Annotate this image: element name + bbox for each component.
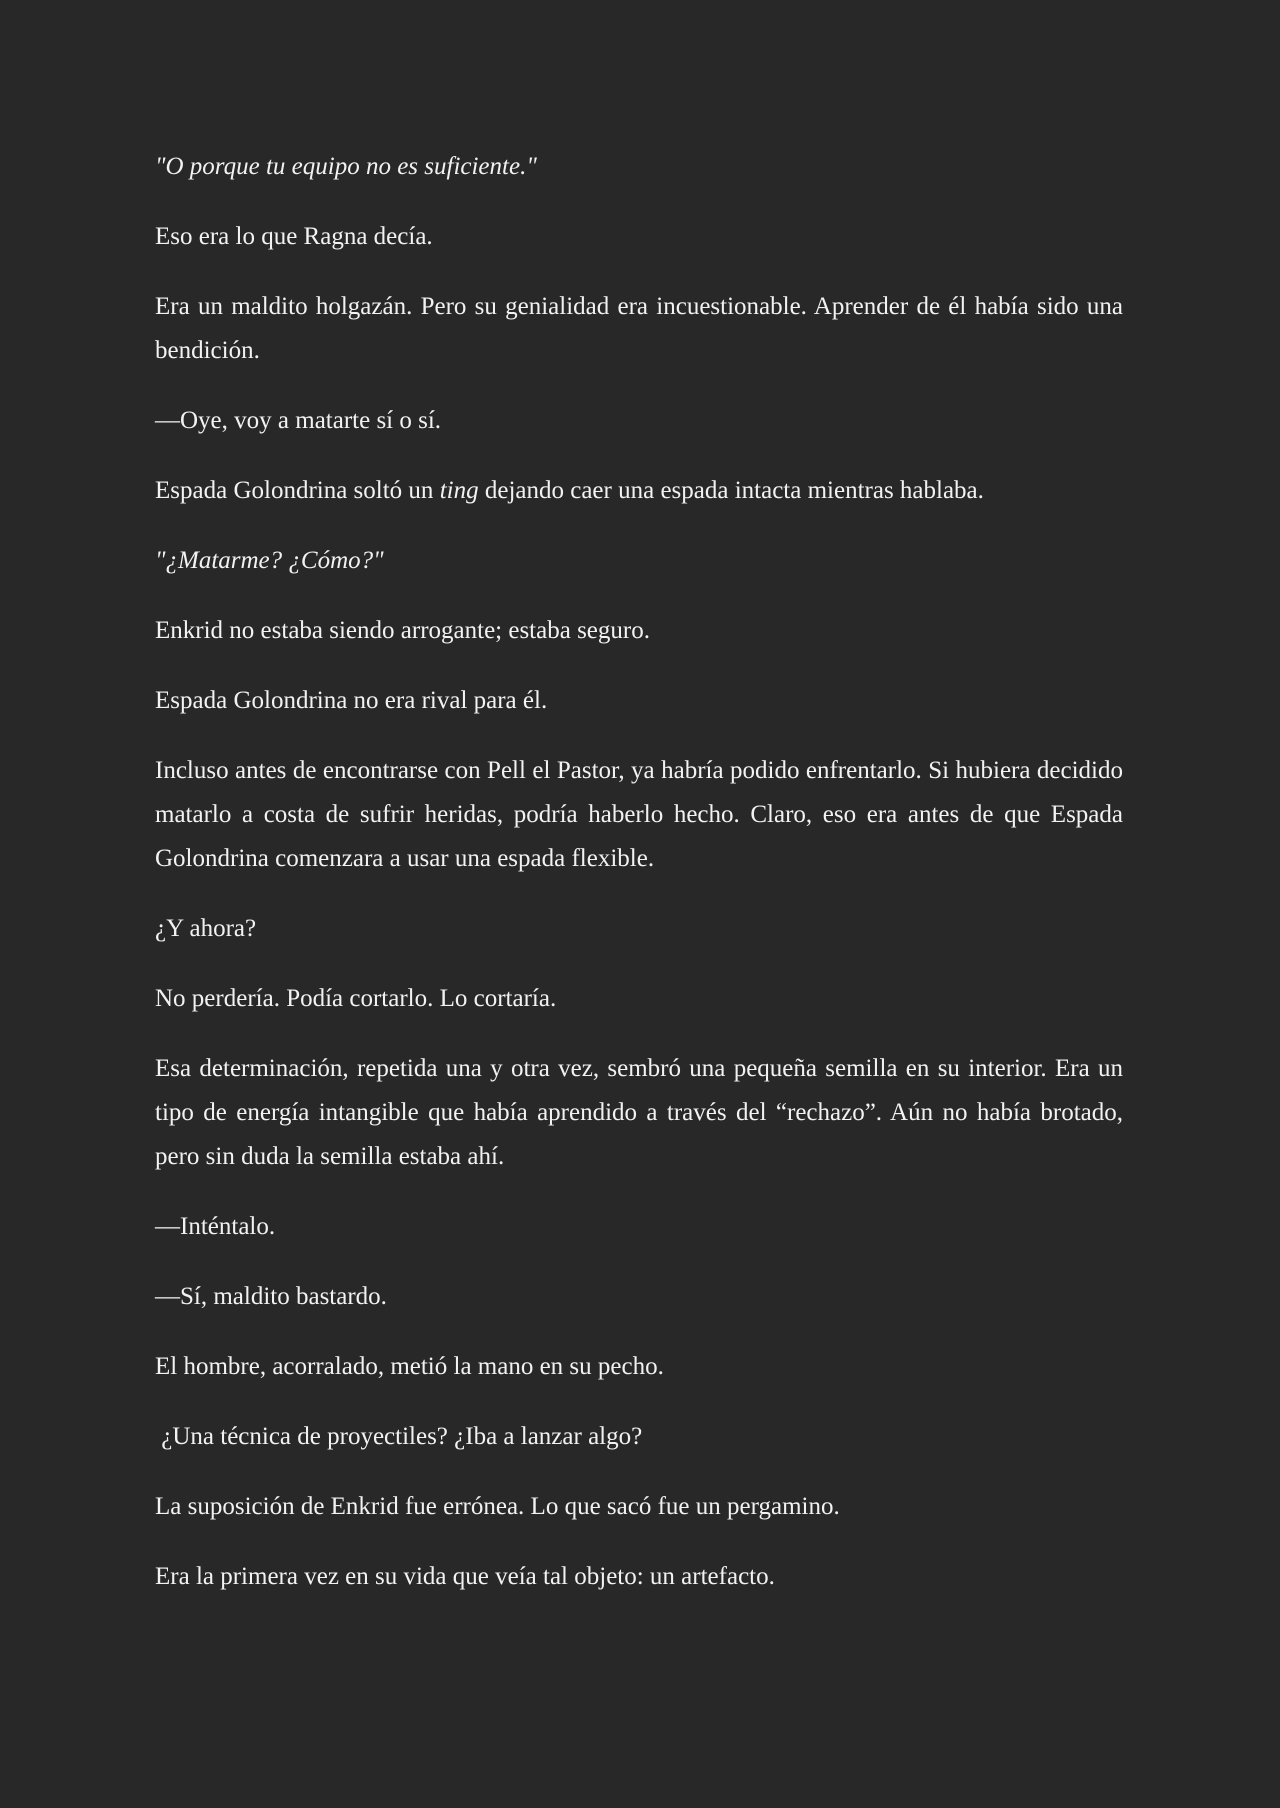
- paragraph-dialogue: —Inténtalo.: [155, 1213, 276, 1240]
- paragraph: Enkrid no estaba siendo arrogante; estaba seguro.: [155, 617, 650, 644]
- paragraph: ¿Una técnica de proyectiles? ¿Iba a lanzar algo?: [155, 1423, 643, 1450]
- paragraph: Esa determinación, repetida una y otra vez, sembró una pequeña semilla en su interior. Era un tipo de energía intangible que había aprendido a través del “rechazo”. Aún no había brotado, pero sin duda la semilla estaba ahí.: [155, 1055, 1123, 1170]
- paragraph: La suposición de Enkrid fue errónea. Lo que sacó fue un pergamino.: [155, 1493, 840, 1520]
- paragraph: No perdería. Podía cortarlo. Lo cortaría.: [155, 985, 557, 1012]
- paragraph-text: dejando caer una espada intacta mientras hablaba.: [478, 477, 984, 504]
- paragraph-text: Espada Golondrina soltó un: [155, 477, 440, 504]
- paragraph-dialogue: —Oye, voy a matarte sí o sí.: [155, 407, 442, 434]
- emphasis-sound-word: ting: [439, 477, 479, 504]
- paragraph: El hombre, acorralado, metió la mano en su pecho.: [155, 1353, 664, 1380]
- paragraph-dialogue: —Sí, maldito bastardo.: [155, 1283, 387, 1310]
- paragraph: Eso era lo que Ragna decía.: [155, 223, 433, 250]
- paragraph: Era la primera vez en su vida que veía tal objeto: un artefacto.: [155, 1563, 775, 1590]
- paragraph: Incluso antes de encontrarse con Pell el Pastor, ya habría podido enfrentarlo. Si hubiera decidido matarlo a costa de sufrir heridas, podría haberlo hecho. Claro, eso era antes de que Espada Golondrina comenzara a usar una espada flexible.: [155, 757, 1123, 872]
- paragraph: Espada Golondrina no era rival para él.: [155, 687, 548, 714]
- paragraph-dialogue: "¿Matarme? ¿Cómo?": [155, 547, 384, 574]
- paragraph-dialogue: "O porque tu equipo no es suficiente.": [155, 153, 537, 180]
- paragraph: Era un maldito holgazán. Pero su genialidad era incuestionable. Aprender de él había sido una bendición.: [155, 293, 1123, 364]
- chapter-text: [155, 145, 1123, 1625]
- paragraph: ¿Y ahora?: [155, 915, 257, 942]
- paragraph: [155, 469, 1123, 513]
